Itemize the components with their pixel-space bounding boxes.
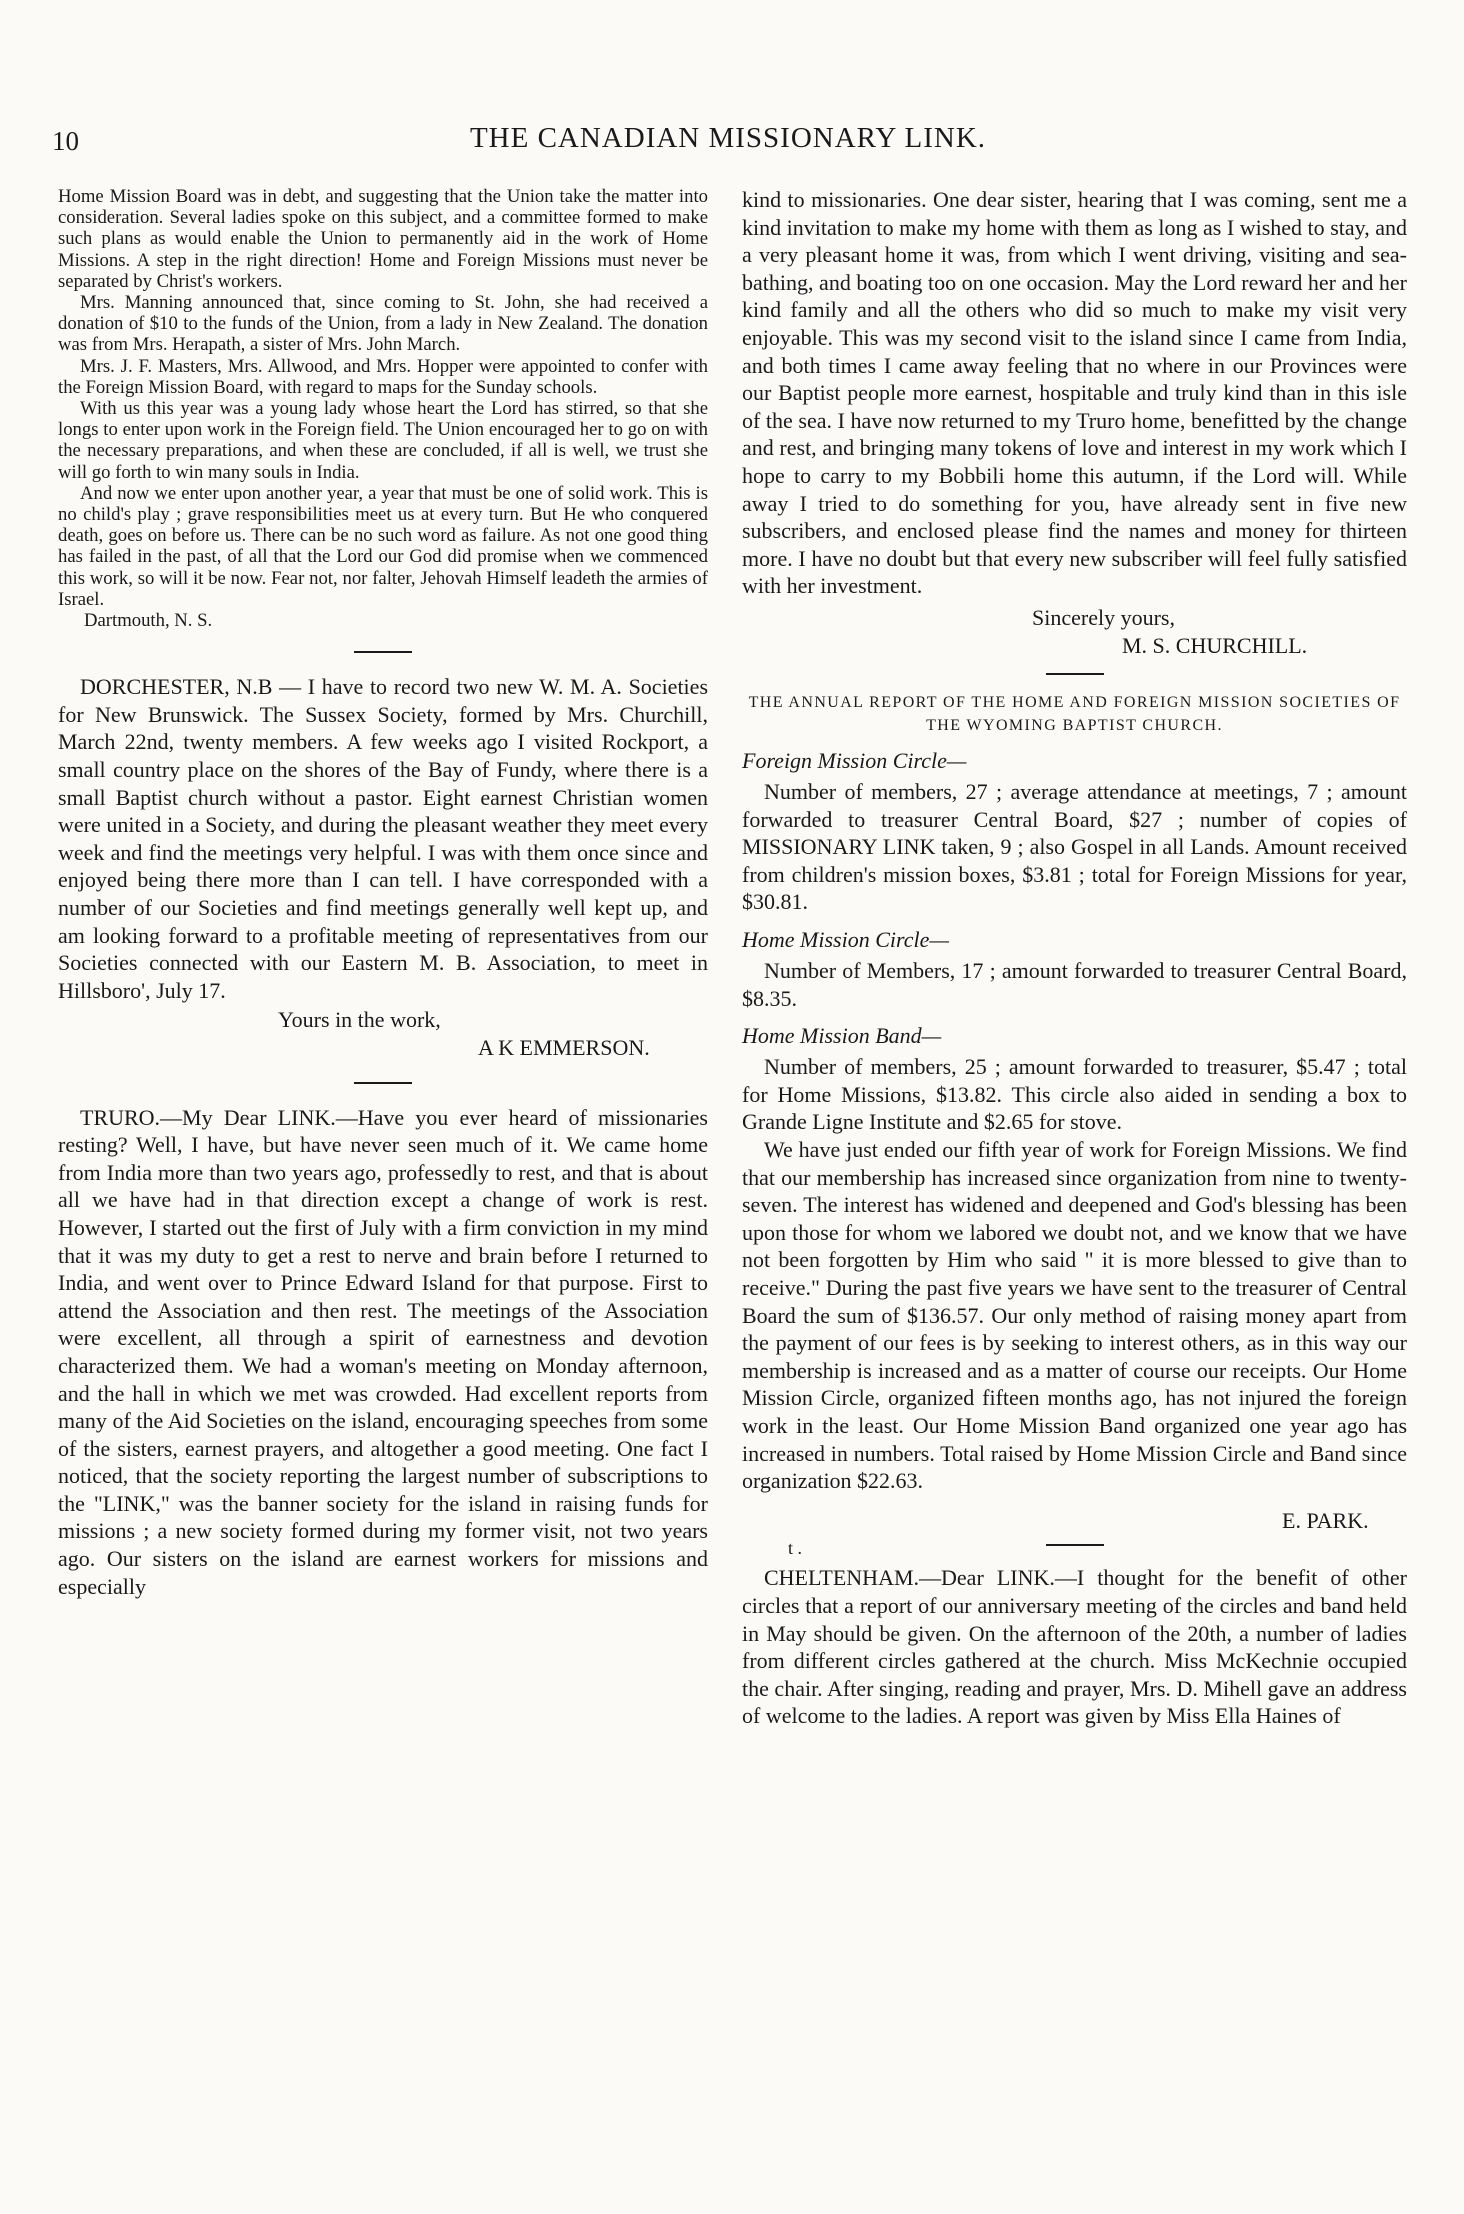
paragraph: With us this year was a young lady whose heart the Lord has stirred, so that she longs to enter upon work in the Foreign field. The Union encouraged her to go on with the necessary preparations, and when these are concluded, if all is well, we trust she will go forth to win many souls in India. bbox=[58, 398, 708, 483]
divider-row bbox=[742, 1538, 1407, 1564]
section-divider bbox=[1046, 673, 1104, 675]
letter-truro: TRURO.—My Dear LINK.—Have you ever heard of missionaries resting? Well, I have, but have never seen much of it. We came home from India more than two years ago, professedly to rest, and that is about all we have had in that direction except a change of work is rest. However, I started out the first of July with a firm conviction in my mind that it was my duty to get a rest to nerve and brain before I returned to India, and went over to Prince Edward Island for that purpose. First to attend the Association and then rest. The meetings of the Association were excellent, all through a spirit of earnestness and devotion characterized them. We had a woman's meeting on Monday afternoon, and the hall in which we met was crowded. Had excellent reports from many of the Aid Societies on the island, encouraging speeches from some of the sisters, earnest prayers, and altogether a good meeting. One fact I noticed, that the society reporting the largest number of subscriptions to the "LINK," was the banner society for the island in raising funds for missions ; a new society formed during my former visit, not two years ago. Our sisters on the island are earnest workers for missions and especially bbox=[58, 1104, 708, 1599]
paragraph: Number of members, 25 ; amount forwarded to treasurer, $5.47 ; total for Home Missions, $13.82. This circle also aided in sending a box to Grande Ligne Institute and $2.65 for stove. bbox=[742, 1054, 1407, 1135]
right-column bbox=[742, 186, 1407, 1730]
stray-mark: t . bbox=[788, 1538, 803, 1559]
page-header bbox=[52, 122, 1404, 162]
page-number: 10 bbox=[52, 126, 79, 156]
paragraph: Home Mission Board was in debt, and suggesting that the Union take the matter into consideration. Several ladies spoke on this subject, and a committee formed to make such plans as would enable the Union to permanently aid in the work of Home Missions. A step in the right direction! Home and Foreign Missions must never be separated by Christ's workers. bbox=[58, 186, 708, 292]
letter-signature: M. S. CHURCHILL. bbox=[1122, 632, 1308, 658]
section-divider bbox=[354, 1082, 412, 1084]
letter-cheltenham: CHELTENHAM.—Dear LINK.—I thought for the benefit of other circles that a report of our anniversary meeting of the circles and band held in May should be given. On the afternoon of the 20th, a number of ladies from different circles gathered at the church. Miss McKechnie occupied the chair. After singing, reading and prayer, Mrs. D. Mihell gave an address of welcome to the ladies. A report was given by Miss Ella Haines of bbox=[742, 1565, 1407, 1729]
paragraph: Mrs. J. F. Masters, Mrs. Allwood, and Mrs. Hopper were appointed to confer with the Foreign Mission Board, with regard to maps for the Sunday schools. bbox=[58, 355, 708, 398]
report-heading: THE ANNUAL REPORT OF THE HOME AND FOREIGN MISSION SOCIETIES OF THE WYOMING BAPTIST CHURCH. bbox=[748, 694, 1401, 735]
paragraph: Number of Members, 17 ; amount forwarded to treasurer Central Board, $8.35. bbox=[742, 958, 1407, 1011]
page-title: THE CANADIAN MISSIONARY LINK. bbox=[469, 122, 987, 154]
letter-truro-continued: kind to missionaries. One dear sister, hearing that I was coming, sent me a kind invitation to make my home with them as long as I wished to stay, and a very pleasant home it was, from which I went driving, visiting and sea-bathing, and boating too on one occasion. May the Lord reward her and her kind family and all the others who did so much to make my visit very enjoyable. This was my second visit to the island since I came from India, and both times I came away feeling that no where in our Provinces were our Baptist people more earnest, hospitable and truly kind than in this isle of the sea. I have now returned to my Truro home, benefitted by the change and rest, and bringing many tokens of love and interest in my work which I hope to carry to my Bobbili home this autumn, if the Lord will. While away I tried to do something for you, have already sent in five new subscribers, and enclosed please find the names and money for thirteen more. I have no doubt but that every new subscriber will feel fully satisfied with her investment. bbox=[742, 187, 1407, 599]
subheading-foreign-circle: Foreign Mission Circle— bbox=[742, 748, 967, 774]
letter-closing: Yours in the work, bbox=[278, 1007, 441, 1033]
section-divider bbox=[1046, 1544, 1104, 1546]
letter-signature: A K EMMERSON. bbox=[478, 1034, 650, 1060]
report-signature: E. PARK. bbox=[1282, 1507, 1369, 1533]
letter-closing: Sincerely yours, bbox=[1032, 604, 1175, 630]
paragraph: Number of members, 27 ; average attendance at meetings, 7 ; amount forwarded to treasurer Central Board, $27 ; number of copies of MISSIONARY LINK taken, 9 ; also Gospel in all Lands. Amount received from children's mission boxes, $3.81 ; total for Foreign Missions for year, $30.81. bbox=[742, 779, 1407, 915]
section-divider bbox=[354, 651, 412, 653]
paragraph: We have just ended our fifth year of work for Foreign Missions. We find that our membership has increased since organization from nine to twenty-seven. The interest has widened and deepened and God's blessing has been upon those for whom we labored we doubt not, and we know that we have not been forgotten by Him who said " it is more blessed to give than to receive." During the past five years we have sent to the treasurer of Central Board the sum of $136.57. Our only method of raising money apart from the payment of our fees is by seeking to interest others, as in this way our membership is increased and as a matter of course our receipts. Our Home Mission Circle, organized fifteen months ago, has not injured the foreign work in the least. Our Home Mission Band organized one year ago has increased in numbers. Total raised by Home Mission Circle and Band since organization $22.63. bbox=[742, 1137, 1407, 1494]
paragraph: And now we enter upon another year, a year that must be one of solid work. This is no child's play ; grave responsibilities meet us at every turn. But He who conquered death, goes on before us. There can be no such word as failure. As not one good thing has failed in the past, of all that the Lord our God did promise when we commenced this work, so will it be now. Fear not, nor falter, Jehovah Himself leadeth the armies of Israel. bbox=[58, 482, 708, 610]
place-line: Dartmouth, N. S. bbox=[84, 610, 213, 632]
subheading-home-band: Home Mission Band— bbox=[742, 1023, 942, 1049]
paragraph: Mrs. Manning announced that, since coming to St. John, she had received a donation of $10 to the funds of the Union, from a lady in New Zealand. The donation was from Mrs. Herapath, a sister of Mrs. John March. bbox=[58, 292, 708, 356]
subheading-home-circle: Home Mission Circle— bbox=[742, 927, 949, 953]
left-column bbox=[58, 186, 708, 1600]
letter-dorchester: DORCHESTER, N.B — I have to record two new W. M. A. Societies for New Brunswick. The Sussex Society, formed by Mrs. Churchill, March 22nd, twenty members. A few weeks ago I visited Rockport, a small country place on the shores of the Bay of Fundy, where there is a small Baptist church without a pastor. Eight earnest Christian women were united in a Society, and during the pleasant weather they meet every week and find the meetings very helpful. I was with them once since and enjoyed being there more than I can tell. I have corresponded with a number of our Societies and find meetings generally well kept up, and am looking forward to a profitable meeting of representatives from our Societies connected with our Eastern M. B. Association, to meet in Hillsboro', July 17. bbox=[58, 674, 708, 1003]
